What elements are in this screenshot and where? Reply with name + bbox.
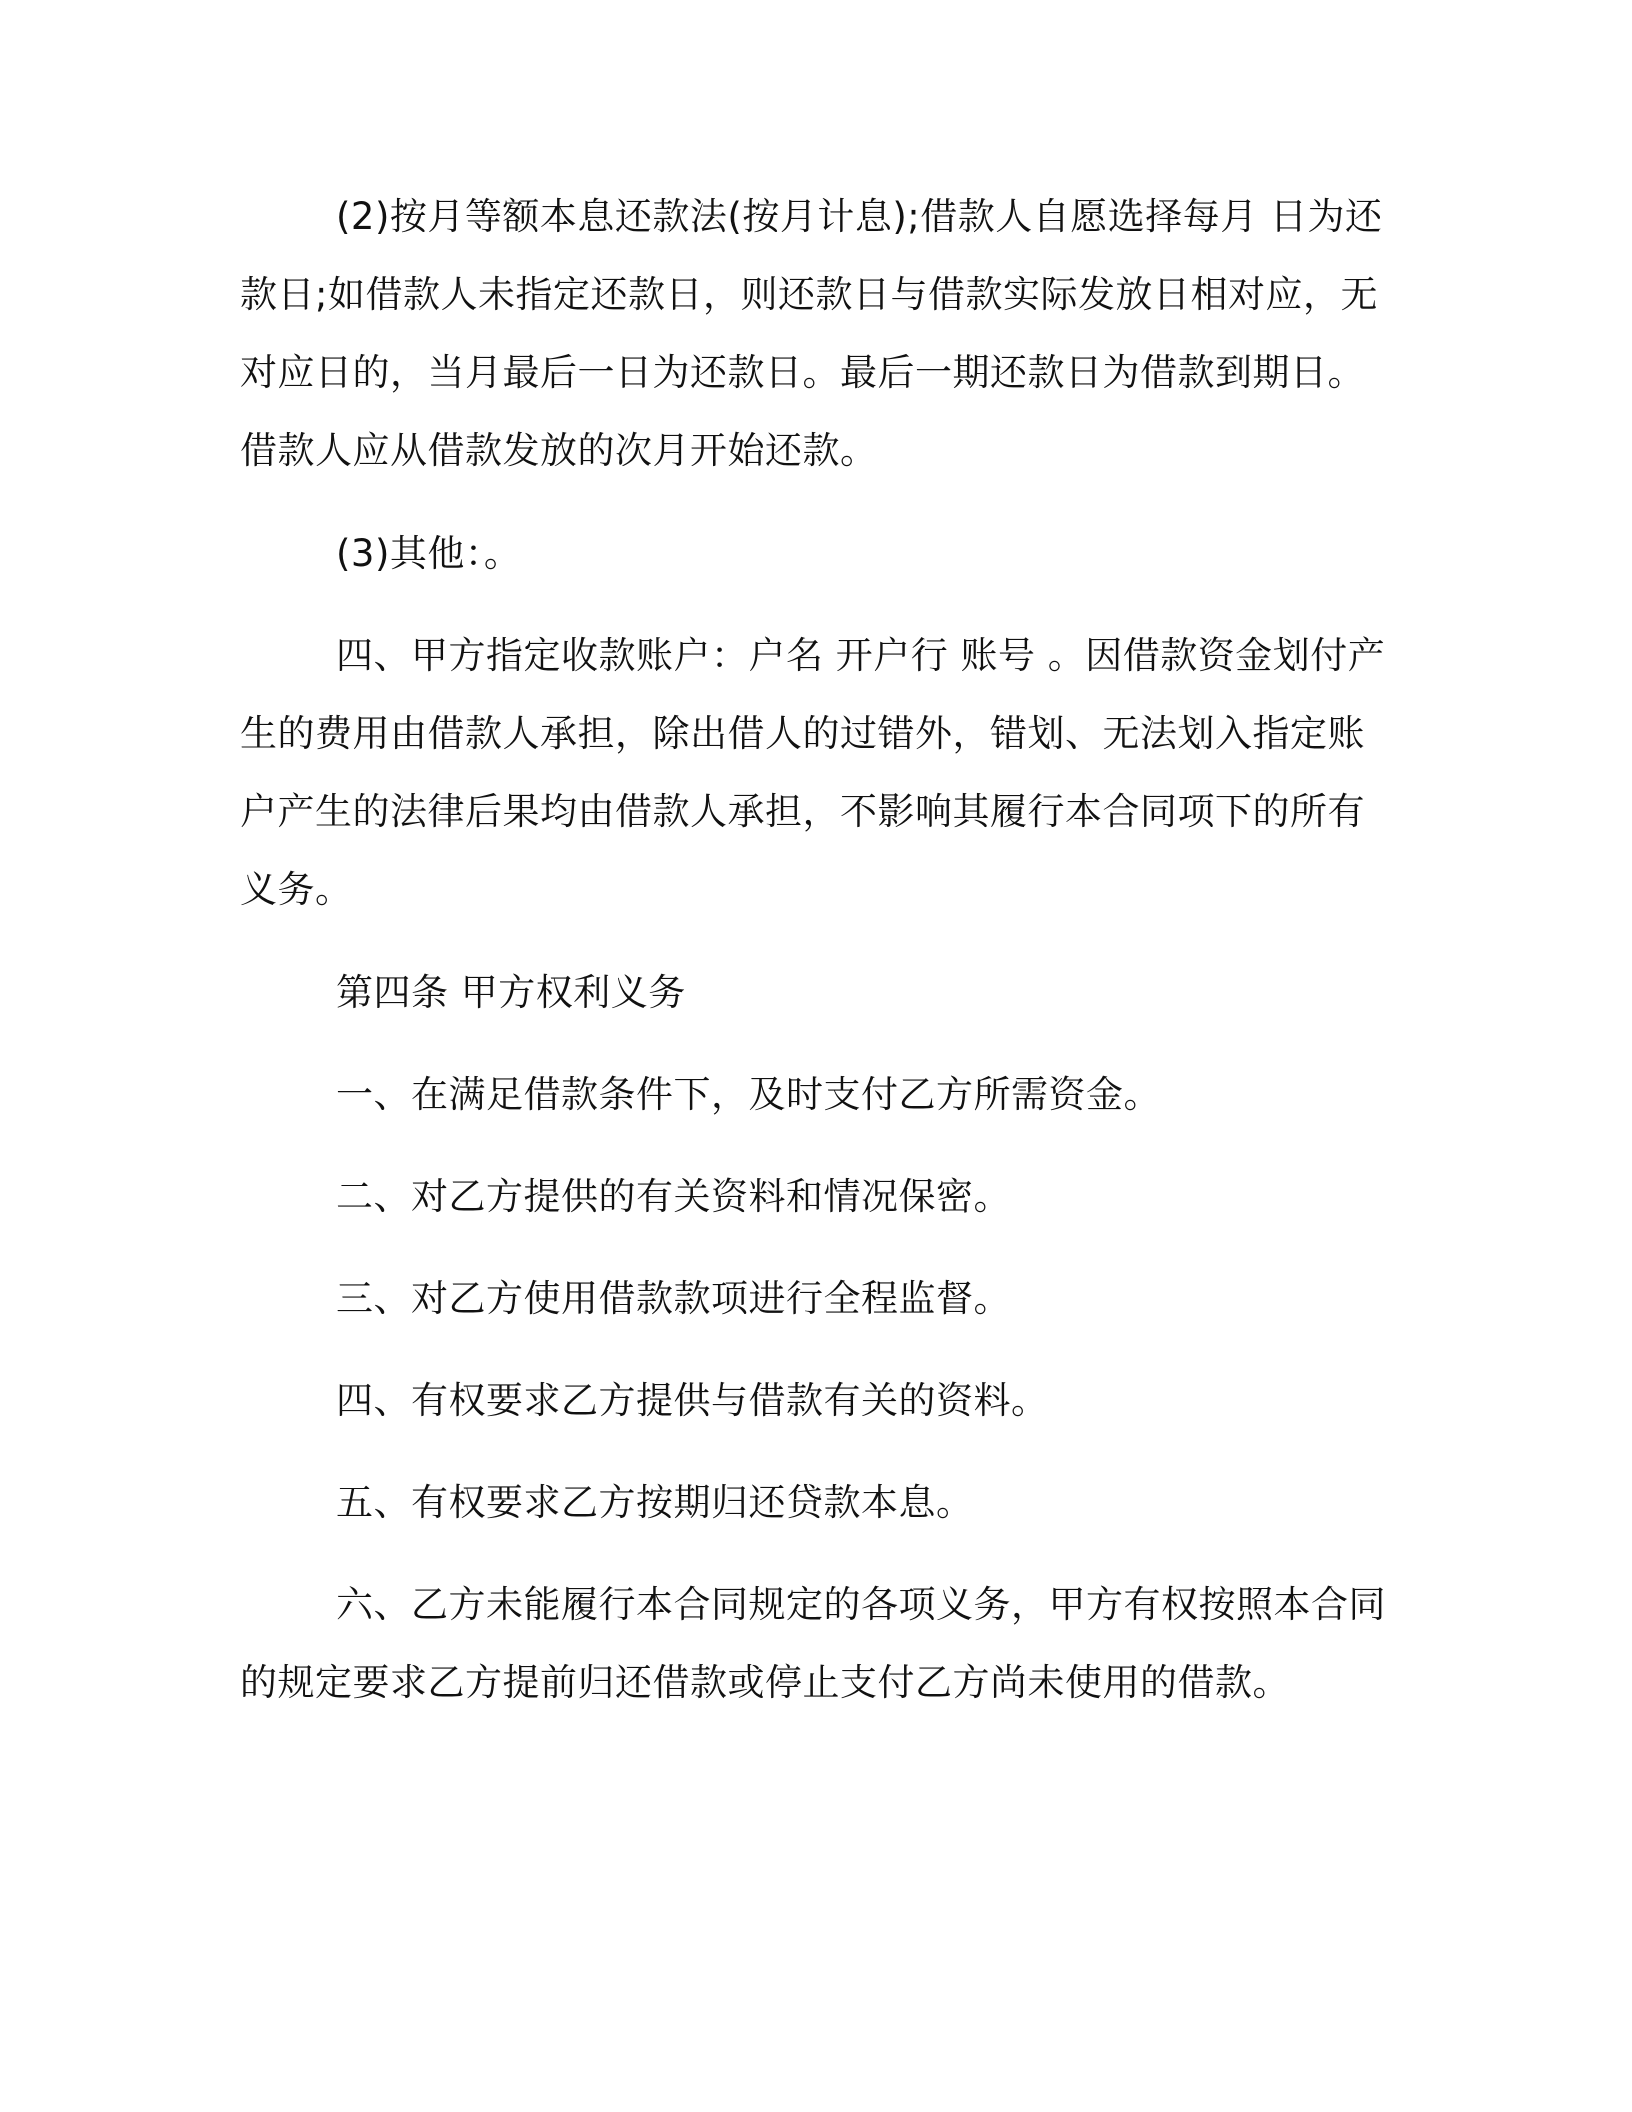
list-item: 三、对乙方使用借款款项进行全程监督。 — [336, 1277, 1011, 1320]
list-item: 四、有权要求乙方提供与借款有关的资料。 — [336, 1379, 1049, 1422]
list-item: 一、在满足借款条件下，及时支付乙方所需资金。 — [336, 1073, 1161, 1116]
paragraph-other: (3)其他：。 — [336, 532, 522, 575]
paragraph-repayment-method: (2)按月等额本息还款法(按月计息);借款人自愿选择每月 日为还款日;如借款人未指定还款日，则还款日与借款实际发放日相对应，无对应日的，当月最后一日为还款日。最后一期还款日为借款到期日。借款人应从借款发放的次月开始还款。 — [240, 195, 1383, 472]
list-item: 六、乙方未能履行本合同规定的各项义务，甲方有权按照本合同的规定要求乙方提前归还借款或停止支付乙方尚未使用的借款。 — [240, 1583, 1386, 1704]
section-heading: 第四条 甲方权利义务 — [336, 971, 686, 1014]
list-item: 五、有权要求乙方按期归还贷款本息。 — [336, 1481, 974, 1524]
list-item: 二、对乙方提供的有关资料和情况保密。 — [336, 1175, 1011, 1218]
paragraph-designated-account: 四、甲方指定收款账户：户名 开户行 账号 。因借款资金划付产生的费用由借款人承担，除出借人的过错外，错划、无法划入指定账户产生的法律后果均由借款人承担，不影响其履行本合同项下的所有义务。 — [240, 634, 1386, 911]
